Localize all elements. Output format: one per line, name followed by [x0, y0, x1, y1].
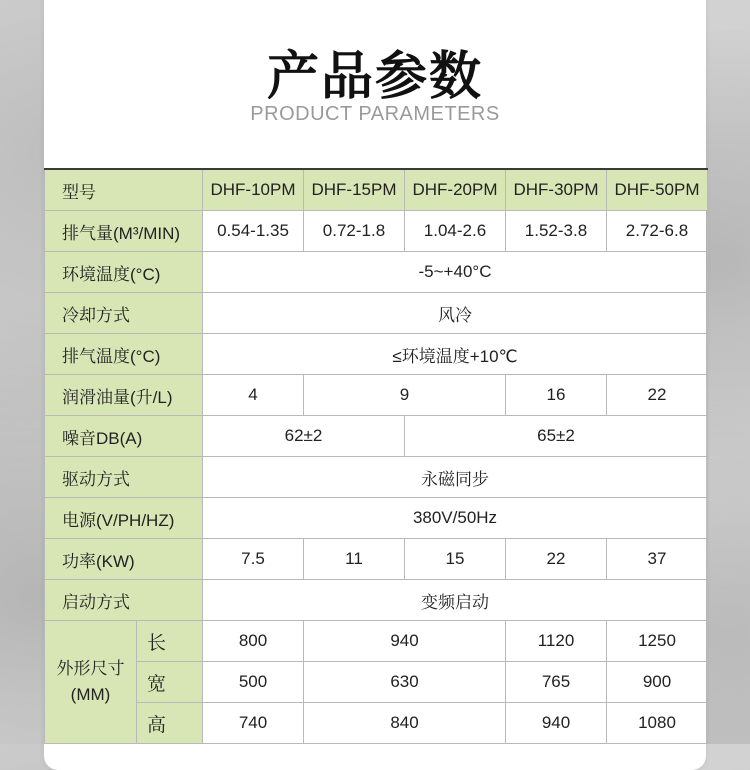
- value-cell: 37: [607, 539, 708, 580]
- model-cell: DHF-15PM: [304, 169, 405, 211]
- table-row-exhaust-temp: [45, 334, 708, 375]
- label-width: 宽: [137, 662, 203, 703]
- value-cell: -5~+40°C: [203, 252, 708, 293]
- value-cell: 500: [203, 662, 304, 703]
- value-cell: 22: [506, 539, 607, 580]
- table-row-power-supply: [45, 498, 708, 539]
- label-power: 功率(KW): [45, 539, 203, 580]
- table-row-cooling: [45, 293, 708, 334]
- model-cell: DHF-20PM: [405, 169, 506, 211]
- value-cell: 永磁同步: [203, 457, 708, 498]
- value-cell: 1080: [607, 703, 708, 744]
- table-row-height: [45, 703, 708, 744]
- label-length: 长: [137, 621, 203, 662]
- value-cell: 变频启动: [203, 580, 708, 621]
- label-model: 型号: [45, 169, 203, 211]
- label-noise: 噪音DB(A): [45, 416, 203, 457]
- value-cell: 0.54-1.35: [203, 211, 304, 252]
- table-row-model: [45, 169, 708, 211]
- value-cell: 765: [506, 662, 607, 703]
- label-start: 启动方式: [45, 580, 203, 621]
- value-cell: 9: [304, 375, 506, 416]
- table-row-power: [45, 539, 708, 580]
- value-cell: 380V/50Hz: [203, 498, 708, 539]
- model-cell: DHF-10PM: [203, 169, 304, 211]
- value-cell: 1250: [607, 621, 708, 662]
- value-cell: 16: [506, 375, 607, 416]
- value-cell: 2.72-6.8: [607, 211, 708, 252]
- value-cell: 940: [506, 703, 607, 744]
- label-lube-oil: 润滑油量(升/L): [45, 375, 203, 416]
- value-cell: 840: [304, 703, 506, 744]
- value-cell: 62±2: [203, 416, 405, 457]
- label-exhaust-temp: 排气温度(°C): [45, 334, 203, 375]
- table-row-ambient-temp: [45, 252, 708, 293]
- specs-table: [44, 168, 708, 744]
- label-ambient-temp: 环境温度(°C): [45, 252, 203, 293]
- label-height: 高: [137, 703, 203, 744]
- table-row-displacement: [45, 211, 708, 252]
- value-cell: 0.72-1.8: [304, 211, 405, 252]
- value-cell: 630: [304, 662, 506, 703]
- value-cell: 1.04-2.6: [405, 211, 506, 252]
- value-cell: 11: [304, 539, 405, 580]
- model-cell: DHF-50PM: [607, 169, 708, 211]
- label-dimensions-line1: 外形尺寸: [56, 659, 125, 678]
- value-cell: 4: [203, 375, 304, 416]
- table-row-start: [45, 580, 708, 621]
- model-cell: DHF-30PM: [506, 169, 607, 211]
- value-cell: 风冷: [203, 293, 708, 334]
- label-drive: 驱动方式: [45, 457, 203, 498]
- label-dimensions-line2: (MM): [70, 685, 111, 704]
- page-subtitle: PRODUCT PARAMETERS: [250, 103, 500, 125]
- label-dimensions: [45, 621, 137, 744]
- page-title: 产品参数: [266, 47, 483, 107]
- value-cell: 1.52-3.8: [506, 211, 607, 252]
- value-cell: ≤环境温度+10℃: [203, 334, 708, 375]
- value-cell: 800: [203, 621, 304, 662]
- value-cell: 740: [203, 703, 304, 744]
- value-cell: 1120: [506, 621, 607, 662]
- label-power-supply: 电源(V/PH/HZ): [45, 498, 203, 539]
- table-row-lube-oil: [45, 375, 708, 416]
- label-cooling: 冷却方式: [45, 293, 203, 334]
- value-cell: 22: [607, 375, 708, 416]
- table-row-width: [45, 662, 708, 703]
- label-displacement: 排气量(M³/MIN): [45, 211, 203, 252]
- value-cell: 7.5: [203, 539, 304, 580]
- value-cell: 65±2: [405, 416, 708, 457]
- value-cell: 15: [405, 539, 506, 580]
- value-cell: 900: [607, 662, 708, 703]
- value-cell: 940: [304, 621, 506, 662]
- table-row-drive: [45, 457, 708, 498]
- table-row-length: [45, 621, 708, 662]
- table-row-noise: [45, 416, 708, 457]
